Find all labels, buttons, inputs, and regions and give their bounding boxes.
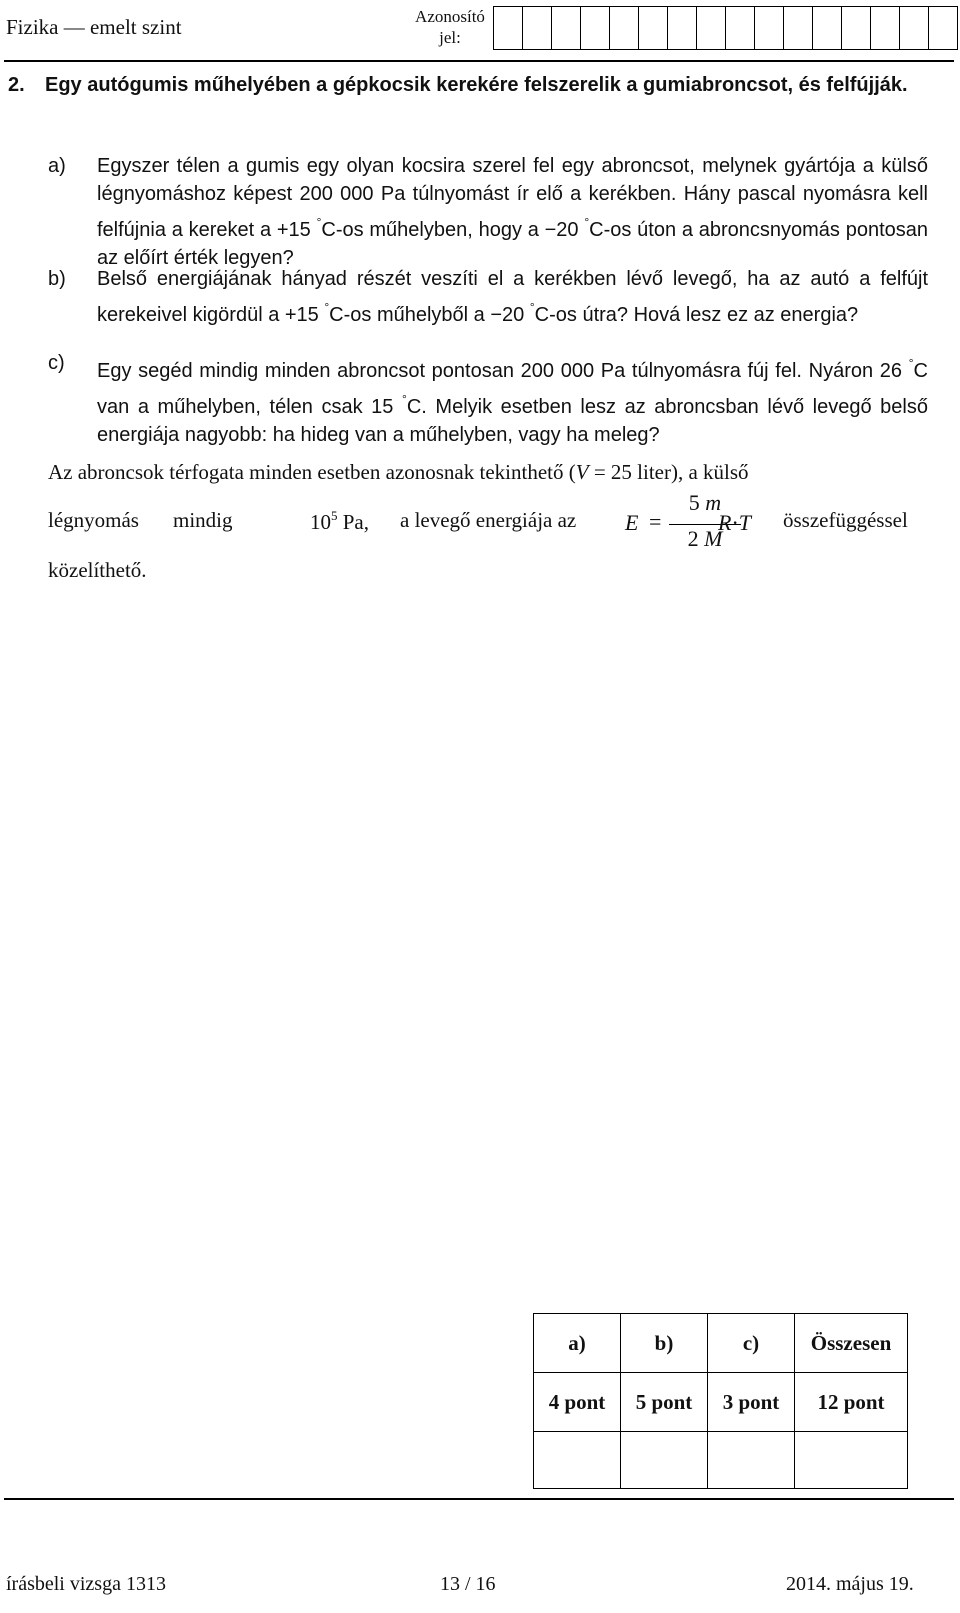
id-box[interactable]: [726, 6, 755, 50]
degree-symbol: °: [316, 215, 322, 229]
degree-symbol: °: [908, 356, 914, 370]
id-box[interactable]: [784, 6, 813, 50]
formula-E: E: [625, 510, 639, 535]
footer-date: 2014. május 19.: [786, 1573, 914, 1595]
item-b-text-part1: Belső energiájának hányad részét veszíti el a kerékben lévő levegő, ha az autó a felfújt kerekeivel kigördül a +15: [97, 268, 928, 326]
item-c-text-part3: C. Melyik esetben lesz az abroncsban lévő levegő belső energiája nagyobb: ha hideg van a műhelyben, vagy ha meleg?: [97, 396, 928, 446]
score-table: [533, 1313, 908, 1489]
score-points-c: 3 pont: [708, 1373, 795, 1432]
pressure-exponent: 5: [331, 508, 338, 523]
question-number: 2.: [8, 74, 25, 96]
degree-symbol: °: [584, 215, 590, 229]
id-box[interactable]: [523, 6, 552, 50]
energy-formula: [625, 490, 765, 560]
id-label-line2: jel:: [439, 28, 461, 47]
score-table-header-row: [534, 1314, 908, 1373]
formula-num-m: m: [705, 490, 722, 515]
pressure-base: 10: [310, 510, 331, 534]
item-c-text: [97, 349, 928, 449]
id-box[interactable]: [755, 6, 784, 50]
footer-divider: [4, 1498, 954, 1500]
score-header-total: Összesen: [795, 1314, 908, 1373]
id-box[interactable]: [697, 6, 726, 50]
item-c-text-part1: Egy segéd mindig minden abroncsot pontosan 200 000 Pa túlnyomásra fúj fel. Nyáron 26: [97, 360, 909, 382]
id-label-line1: Azonosító: [415, 7, 485, 26]
formula-den-2: 2: [687, 526, 699, 551]
item-b-text-part3: C-os útra? Hová lesz ez az energia?: [534, 304, 859, 326]
score-entry-c[interactable]: [708, 1432, 795, 1489]
id-box[interactable]: [668, 6, 697, 50]
footer-exam-id: írásbeli vizsga 1313: [6, 1573, 166, 1595]
note-line-3: közelíthető.: [48, 558, 147, 582]
score-entry-total[interactable]: [795, 1432, 908, 1489]
id-box[interactable]: [494, 6, 523, 50]
formula-T: T: [738, 510, 752, 535]
score-entry-b[interactable]: [621, 1432, 708, 1489]
volume-symbol: V: [575, 460, 589, 484]
formula-R: R: [718, 510, 732, 535]
id-box[interactable]: [900, 6, 929, 50]
id-boxes: [493, 6, 958, 50]
item-a-text-part2: C-os műhelyben, hogy a −20: [321, 219, 585, 241]
note-line-1-start: Az abroncsok térfogata minden esetben azonosnak tekinthető (: [48, 460, 576, 484]
formula-equals: =: [649, 509, 662, 534]
item-b-text-part2: C-os műhelyből a −20: [329, 304, 530, 326]
formula-num-5: 5: [688, 490, 700, 515]
id-box[interactable]: [639, 6, 668, 50]
item-b-letter: b): [48, 268, 66, 290]
note-line-1-end: = 25 liter), a külső: [588, 460, 749, 484]
item-a: [48, 152, 928, 272]
id-box[interactable]: [581, 6, 610, 50]
item-a-text-part3: C-os úton a abroncsnyomás pontosan az előírt érték legyen?: [97, 219, 928, 269]
id-box[interactable]: [871, 6, 900, 50]
id-box[interactable]: [610, 6, 639, 50]
header-divider: [4, 60, 954, 62]
score-header-b: b): [621, 1314, 708, 1373]
question-title-text: Egy autógumis műhelyében a gépkocsik kerekére felszerelik a gumiabroncsot, és felfújják.: [45, 74, 908, 96]
item-c: [48, 349, 928, 449]
id-box[interactable]: [929, 6, 958, 50]
degree-symbol: °: [529, 300, 535, 314]
pressure-value: [310, 508, 369, 535]
formula-dot: ·: [731, 510, 739, 535]
score-table-points-row: [534, 1373, 908, 1432]
score-entry-a[interactable]: [534, 1432, 621, 1489]
item-a-text-part1: Egyszer télen a gumis egy olyan kocsira szerel fel egy abroncsot, melynek gyártója a külső légnyomáshoz képest 200 000 Pa túlnyomást ír elő a kerékben. Hány pascal nyomásra kell felfújnia a kereket a +15: [97, 155, 928, 241]
degree-symbol: °: [324, 300, 330, 314]
score-points-b: 5 pont: [621, 1373, 708, 1432]
question-title: [8, 72, 908, 99]
item-c-text-part2: C van a műhelyben, télen csak 15: [97, 360, 928, 418]
score-header-c: c): [708, 1314, 795, 1373]
formula-RT: [718, 510, 778, 536]
item-b-text: [97, 265, 928, 329]
score-table-entry-row: [534, 1432, 908, 1489]
item-c-letter: c): [48, 352, 65, 374]
note-word-legnyomas: légnyomás: [48, 508, 139, 532]
note-phrase-energy: a levegő energiája az: [400, 508, 577, 532]
id-label: [410, 6, 490, 48]
note-word-mindig: mindig: [173, 508, 233, 532]
item-b: [48, 265, 928, 329]
id-box[interactable]: [552, 6, 581, 50]
score-header-a: a): [534, 1314, 621, 1373]
header-subject: Fizika — emelt szint: [6, 15, 182, 39]
degree-symbol: °: [402, 392, 407, 406]
formula-den-M: M: [704, 526, 723, 551]
note-line-1: [48, 460, 928, 485]
id-box[interactable]: [813, 6, 842, 50]
note-word-osszefuggessel: összefüggéssel: [783, 508, 908, 532]
score-points-total: 12 pont: [795, 1373, 908, 1432]
score-points-a: 4 pont: [534, 1373, 621, 1432]
footer-page-number: 13 / 16: [440, 1573, 496, 1595]
pressure-unit: Pa,: [337, 510, 369, 534]
item-a-letter: a): [48, 155, 66, 177]
item-a-text: [97, 152, 928, 272]
id-box[interactable]: [842, 6, 871, 50]
